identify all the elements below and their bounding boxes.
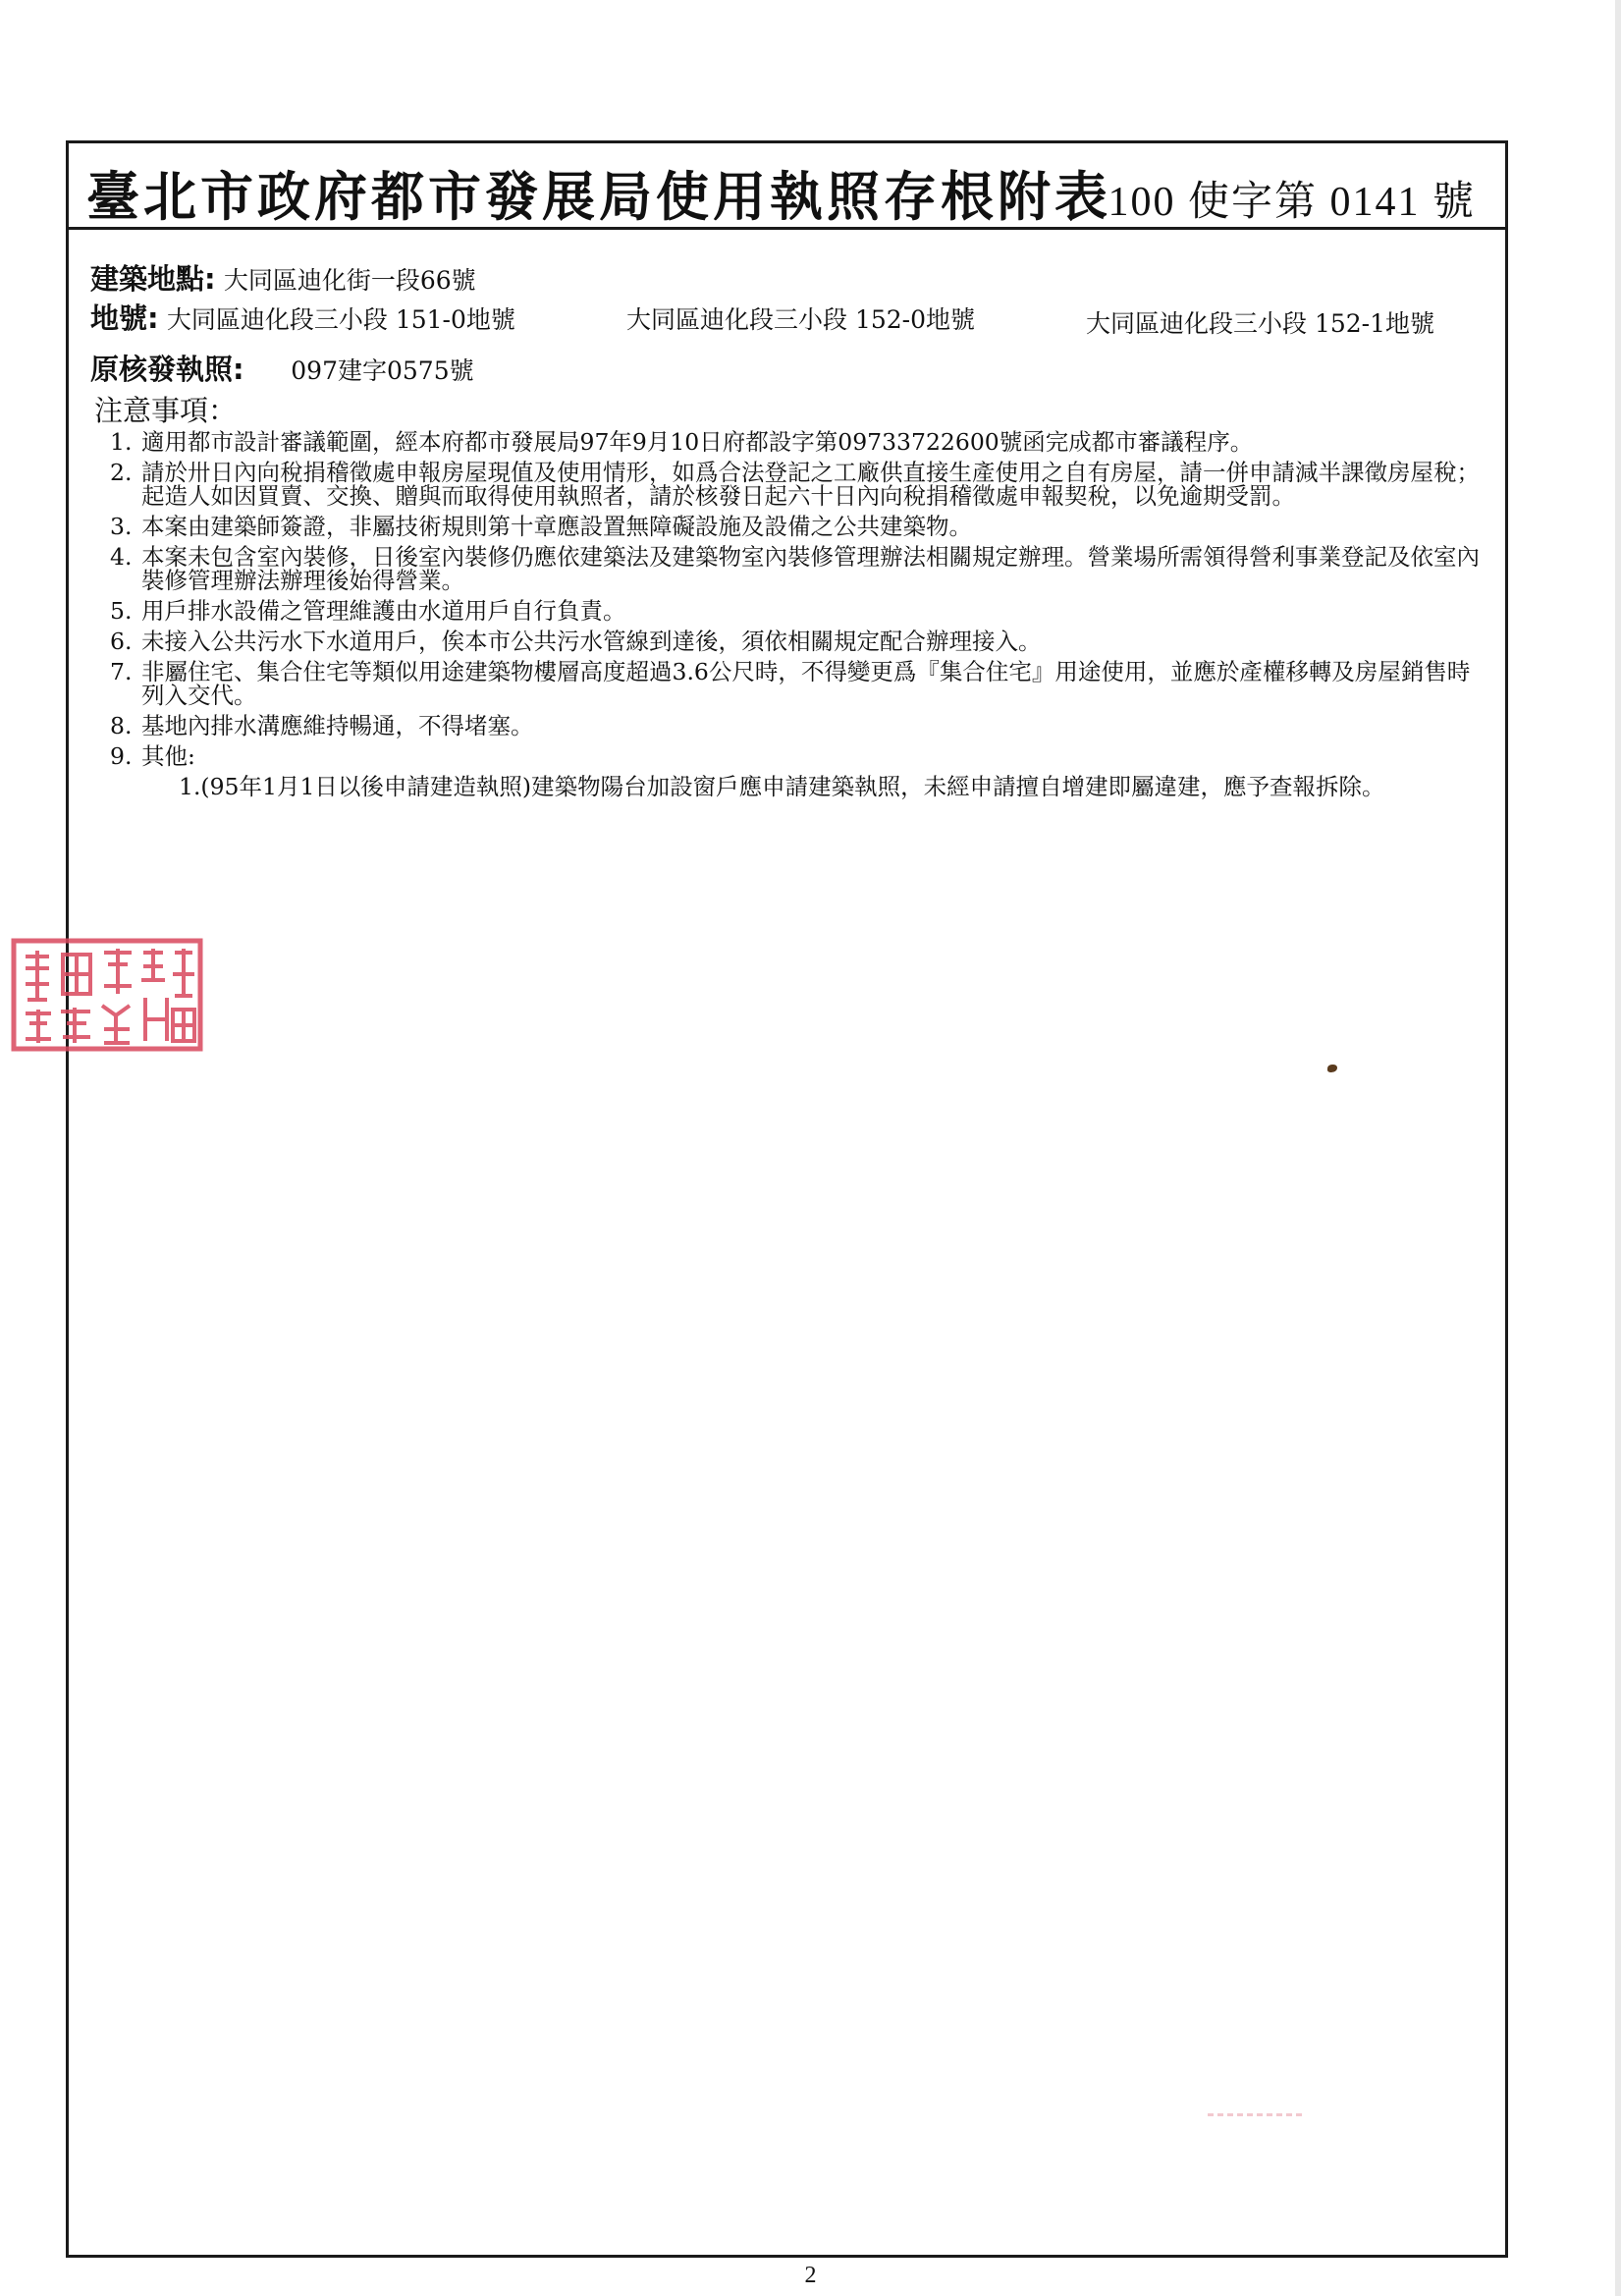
header-row (69, 143, 1505, 230)
note-item (110, 660, 1485, 707)
note-text: 其他: (141, 742, 195, 770)
original-permit-value: 097建字0575號 (291, 356, 474, 385)
note-item (110, 545, 1485, 592)
site-value: 大同區迪化街一段66號 (223, 266, 476, 295)
faint-mark (1208, 2113, 1306, 2116)
notes-heading: 注意事項： (94, 394, 238, 427)
site-label: 建築地點: (90, 262, 216, 296)
note-item (110, 599, 1485, 623)
note-item (110, 744, 1485, 768)
note-text: 未接入公共污水下水道用戶，俟本市公共污水管線到達後，須依相關規定配合辦理接入。 (141, 628, 1042, 655)
note-item (110, 629, 1485, 653)
document-frame (66, 140, 1508, 2258)
note-number: 4. (110, 543, 133, 571)
lot-value-3: 大同區迪化段三小段 152-1地號 (1086, 309, 1435, 338)
note-text: 適用都市設計審議範圍，經本府都市發展局97年9月10日府都設字第09733722600號函完成都市審議程序。 (141, 428, 1254, 456)
note-text: 本案由建築師簽證，非屬技術規則第十章應設置無障礙設施及設備之公共建築物。 (141, 513, 972, 540)
lot-label: 地號: (90, 301, 159, 335)
site-row (90, 257, 476, 298)
original-permit-row (90, 348, 474, 388)
document-number: 100 使字第 0141 號 (1108, 180, 1476, 225)
seal-icon (6, 935, 206, 1055)
notes-list (110, 430, 1485, 798)
note-number: 1. (110, 428, 133, 456)
note-item (110, 461, 1485, 508)
note-item (110, 430, 1485, 454)
original-permit-label: 原核發執照: (90, 353, 244, 386)
note-number: 8. (110, 712, 133, 739)
note-text: 用戶排水設備之管理維護由水道用戶自行負責。 (141, 597, 626, 625)
lot-value-2: 大同區迪化段三小段 152-0地號 (626, 305, 976, 334)
note-text: 本案未包含室內裝修，日後室內裝修仍應依建築法及建築物室內裝修管理辦法相關規定辦理。營業場所需領得營利事業登記及依室內裝修管理辦法辦理後始得營業。 (141, 543, 1480, 594)
note-text: 基地內排水溝應維持暢通，不得堵塞。 (141, 712, 534, 739)
note-text: 請於卅日內向稅捐稽徵處申報房屋現值及使用情形，如爲合法登記之工廠供直接生產使用之自有房屋，請一併申請減半課徵房屋稅；起造人如因買賣、交換、贈與而取得使用執照者，請於核發日起六十日內向稅捐稽徵處申報契稅，以免逾期受罰。 (141, 459, 1480, 510)
note-item (110, 714, 1485, 738)
note-item (110, 515, 1485, 538)
sub-note: 1.(95年1月1日以後申請建造執照)建築物陽台加設窗戶應申請建築執照，未經申請擅自增建即屬違建，應予查報拆除。 (179, 773, 1385, 800)
note-number: 3. (110, 513, 133, 540)
note-number: 9. (110, 742, 133, 770)
page-number: 2 (804, 2263, 817, 2288)
official-seal-stamp (6, 935, 206, 1055)
document-title: 臺北市政府都市發展局使用執照存根附表 (86, 165, 1111, 228)
note-number: 5. (110, 597, 133, 625)
note-number: 7. (110, 658, 133, 685)
note-number: 2. (110, 459, 133, 486)
note-text: 非屬住宅、集合住宅等類似用途建築物樓層高度超過3.6公尺時，不得變更爲『集合住宅』用途使用，並應於產權移轉及房屋銷售時列入交代。 (141, 658, 1471, 709)
lot-value-1: 大同區迪化段三小段 151-0地號 (166, 305, 515, 334)
note-number: 6. (110, 628, 133, 655)
lot-row (90, 297, 515, 337)
